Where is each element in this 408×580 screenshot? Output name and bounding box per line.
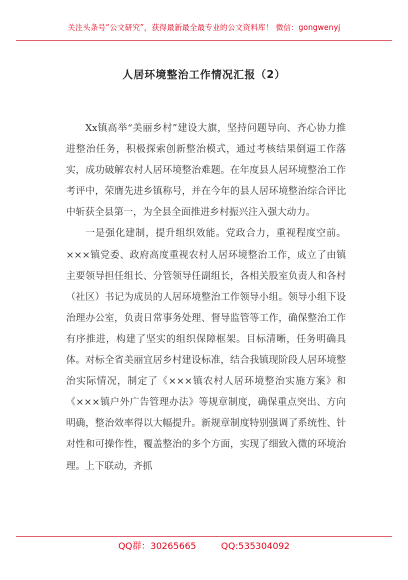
document-body [66,118,346,477]
header-divider [16,40,392,41]
header-banner: 关注头条号“公文研究”，获得最新最全最专业的公文资料库！ 微信：gongwenyj [67,23,341,32]
footer-divider [16,536,392,537]
footer-qq-group: QQ群：30265665 [118,542,197,552]
footer [0,539,408,552]
footer-qq-contact: QQ:535304092 [221,542,290,552]
paragraph-organization: 一是强化建制，提升组织效能。党政合力，重视程度空前。×××镇党委、政府高度重视农村人居环境整治工作，成立了由镇主要领导担任组长、分管领导任副组长，各相关股室负责人和各村（社区）书记为成员的人居环境整治工作领导小组。领导小组下设治理办公室，负责日常事务处理、督导监管等工作，确保整治工作有序推进，构建了坚实的组织保障框架。目标清晰，任务明确具体。对标全省美丽宜居乡村建设标准，结合我镇现阶段人居环境整治实际情况，制定了《×××镇农村人居环境整治实施方案》和《×××镇户外广告管理办法》等规章制度，确保重点突出、方向明确，整治效率得以大幅提升。新规章制度特别强调了系统性、针对性和可操作性，覆盖整治的多个方面，实现了细致入微的环境治理。上下联动，齐抓 [66,228,346,472]
paragraph-intro: Xx镇高举“美丽乡村”建设大旗，坚持问题导向、齐心协力推进整治任务，积极探索创新整治模式，通过考核结果倒逼工作落实，成功破解农村人居环境整治难题。在年度县人居环境整治工作考评中，荣膺先进乡镇称号，并在今年的县人居环境整治综合评比中斩获全县第一，为全县全面推进乡村振兴注入强大动力。 [66,123,346,219]
document-title: 人居环境整治工作情况汇报（2） [122,69,286,81]
